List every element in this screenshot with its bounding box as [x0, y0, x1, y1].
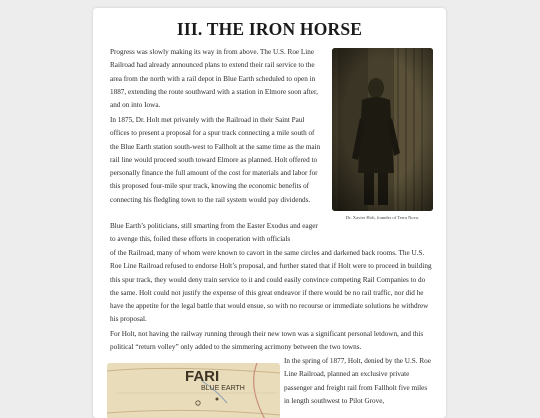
paragraph-1: Progress was slowly making its way in from above. The U.S. Roe Line Railroad had already announced plans to extend their rail service to the area from the north with a rail depot in Blue Earth scheduled to open in 1887, extending the route southward with a station in Elmore soon after, and on into Iowa.	[110, 48, 318, 110]
portrait-photo	[332, 48, 433, 211]
paragraph-2: In 1875, Dr. Holt met privately with the Railroad in their Saint Paul offices to present a proposal for a spur track connecting a mile south of the Blue Earth station south-west to Fallholt at the same time as the main rail line would proceed south toward Elmore as planned. Holt offered to personally finance the full amount of the cost for materials and labor for this proposed four-mile spur track, knowing the economic benefits of connecting his fledgling town to the rail system would pay dividends.	[110, 116, 321, 204]
photo-caption: Dr. Xavier Holt, founder of Terra Nova.	[345, 215, 420, 220]
paragraph-5: In the spring of 1877, Holt, denied by the U.S. Roe Line Railroad, planned an exclusive private passenger and freight rail from Fallholt five miles in length southwest to Pilot Grove,	[284, 357, 431, 405]
paragraph-4: For Holt, not having the railway running through their new town was a significant personal letdown, and this political “return volley” only added to the simmering acrimony between the two towns.	[110, 330, 424, 352]
map-city-label: BLUE EARTH	[201, 385, 245, 392]
paragraph-3: Blue Earth’s politicians, still smarting from the Easter Exodus and eager to avenge this, foiled these efforts in cooperation with officials	[110, 222, 318, 244]
paragraph-3-continued: of the Railroad, many of whom were known to cavort in the same circles and darkened back rooms. The U.S. Roe Line Railroad refused to endorse Holt’s proposal, and further stated that if Holt were to proceed in building this spur track, they would deny train service to it and could easily convince competing Rail Companies to do the same. Holt could not justify the expense of this great endeavor if there would be no rail traffic, nor did he have the appetite for the legal battle that would ensue, so with no recourse or immediate solutions he withdrew his proposal.	[110, 249, 432, 324]
map-town-label: FARI	[185, 368, 220, 385]
page-title: III. THE IRON HORSE	[176, 19, 363, 39]
map-image	[107, 363, 280, 418]
article-page	[93, 8, 446, 418]
